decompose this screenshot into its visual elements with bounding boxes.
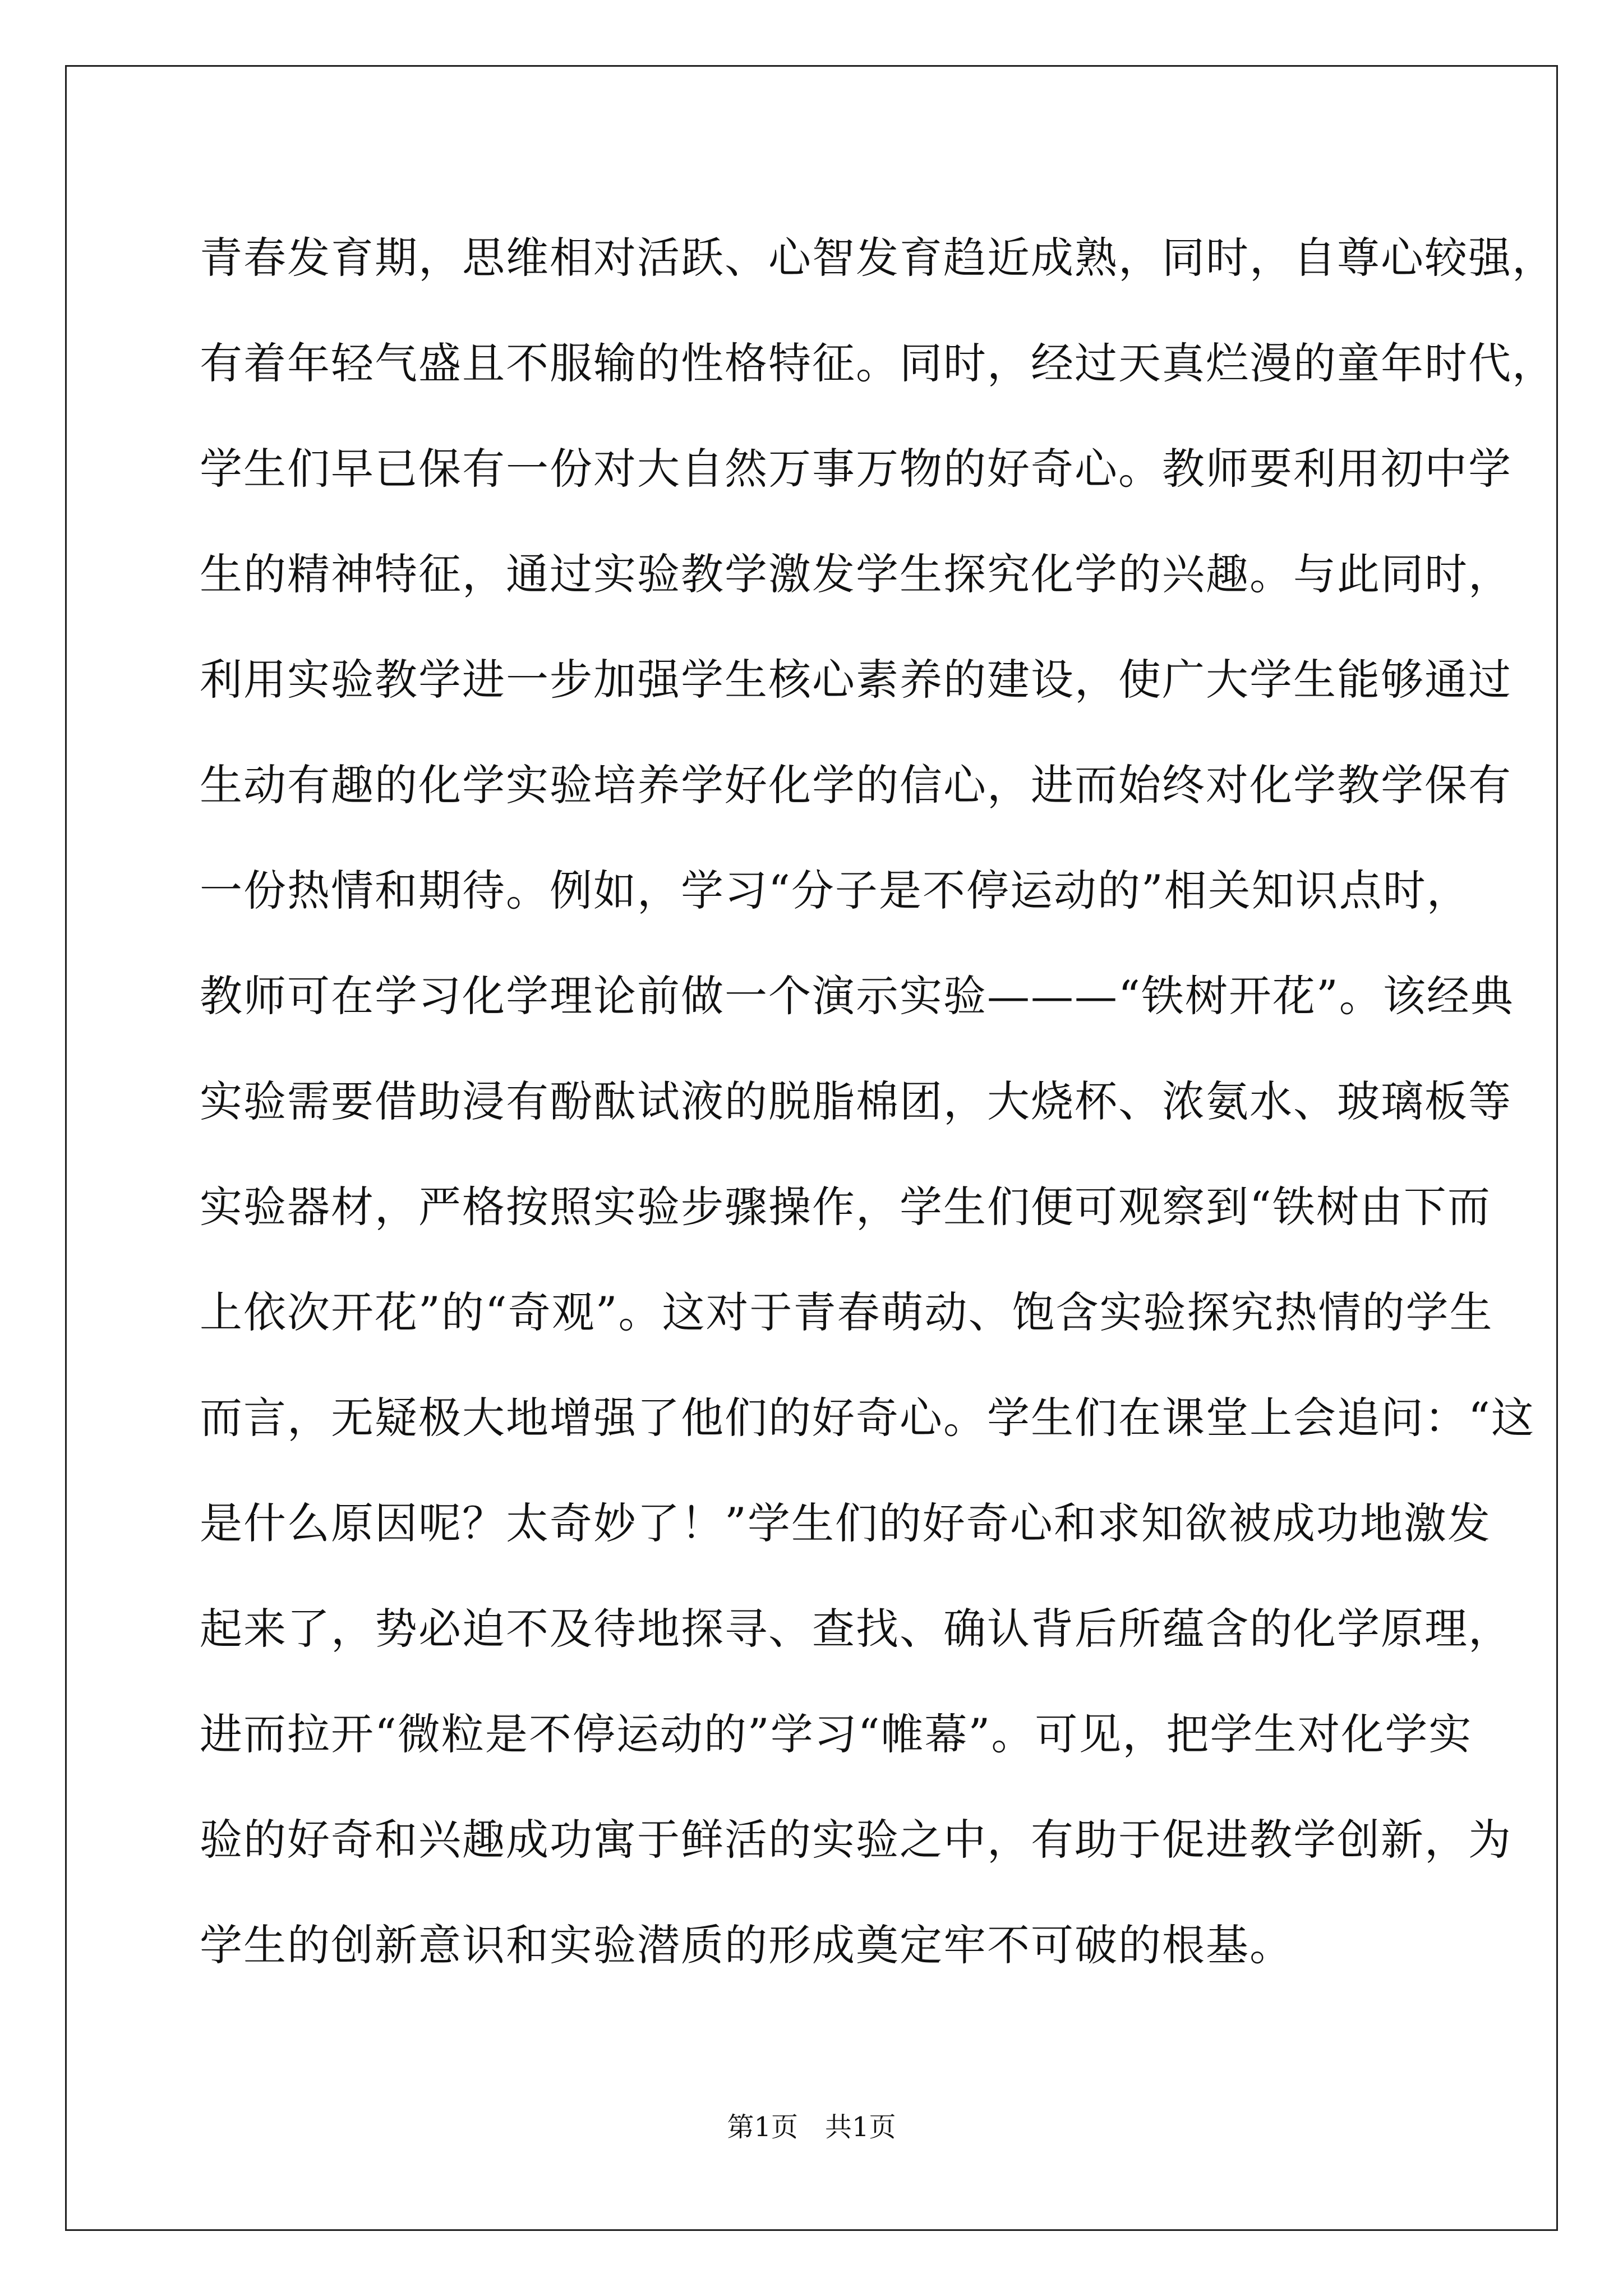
- text-line: 学生们早已保有一份对大自然万事万物的好奇心。教师要利用初中学: [200, 444, 1512, 494]
- text-line: 生动有趣的化学实验培养学好化学的信心，进而始终对化学教学保有: [200, 760, 1512, 810]
- page-total: 共1页: [825, 2111, 896, 2143]
- text-line: 生的精神特征，通过实验教学激发学生探究化学的兴趣。与此同时，: [200, 549, 1512, 599]
- text-line: 利用实验教学进一步加强学生核心素养的建设，使广大学生能够通过: [200, 655, 1512, 705]
- text-line: 起来了，势必迫不及待地探寻、查找、确认背后所蕴含的化学原理，: [200, 1604, 1512, 1654]
- text-line: 学生的创新意识和实验潜质的形成奠定牢不可破的根基。: [200, 1920, 1293, 1970]
- text-line: 实验需要借助浸有酚酞试液的脱脂棉团，大烧杯、浓氨水、玻璃板等: [200, 1076, 1512, 1126]
- page-number: 第1页: [727, 2111, 798, 2143]
- text-line: 验的好奇和兴趣成功寓于鲜活的实验之中，有助于促进教学创新，为: [200, 1815, 1512, 1865]
- text-line: 一份热情和期待。例如，学习“分子是不停运动的”相关知识点时，: [200, 866, 1470, 915]
- text-line: 而言，无疑极大地增强了他们的好奇心。学生们在课堂上会追问：“这: [200, 1393, 1535, 1443]
- text-line: 进而拉开“微粒是不停运动的”学习“帷幕”。可见，把学生对化学实: [200, 1709, 1473, 1759]
- text-line: 青春发育期，思维相对活跃、心智发育趋近成熟，同时，自尊心较强，: [200, 233, 1556, 283]
- text-line: 实验器材，严格按照实验步骤操作，学生们便可观察到“铁树由下而: [200, 1182, 1491, 1232]
- text-line: 教师可在学习化学理论前做一个演示实验———“铁树开花”。该经典: [200, 971, 1514, 1021]
- text-line: 是什么原因呢？太奇妙了！”学生们的好奇心和求知欲被成功地激发: [200, 1498, 1491, 1548]
- document-body: [200, 205, 1556, 1998]
- text-line: 有着年轻气盛且不服输的性格特征。同时，经过天真烂漫的童年时代，: [200, 338, 1556, 388]
- text-line: 上依次开花”的“奇观”。这对于青春萌动、饱含实验探究热情的学生: [200, 1287, 1493, 1337]
- page-footer: [0, 2110, 1623, 2144]
